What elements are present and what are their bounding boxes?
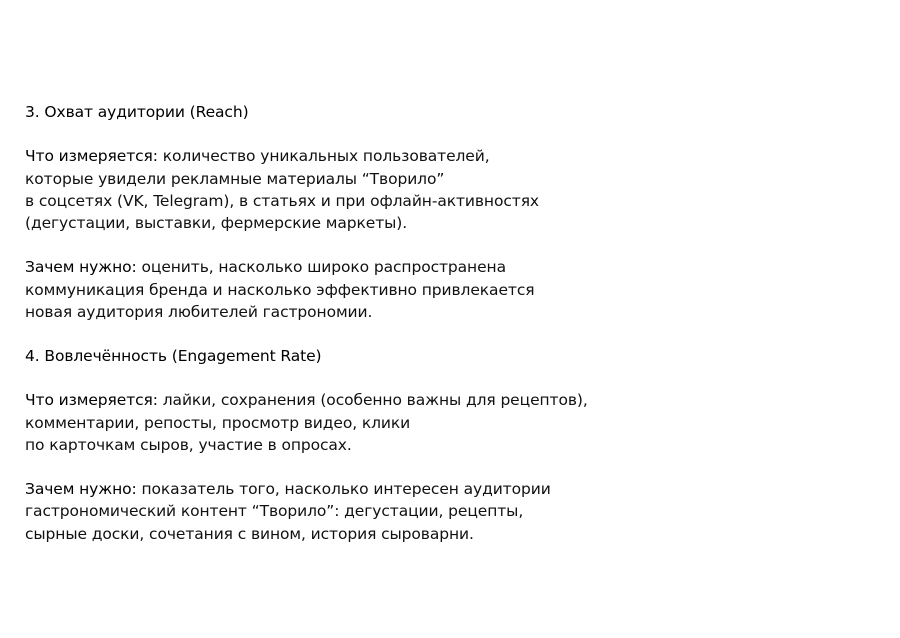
engagement-what-text-2: комментарии, репосты, просмотр видео, клики [25, 413, 411, 432]
reach-what-line-1 [25, 145, 885, 167]
reach-why-line-1 [25, 256, 885, 278]
section-heading-reach: 3. Охват аудитории (Reach) [25, 103, 249, 121]
spacer [25, 123, 885, 145]
reach-what-text-2: которые увидели рекламные материалы “Творило” [25, 169, 445, 188]
reach-why-text-2: коммуникация бренда и насколько эффективно привлекается [25, 280, 535, 299]
what-is-measured-label: Что измеряется: [25, 147, 158, 166]
spacer [25, 456, 885, 478]
reach-why-text-1: оценить, насколько широко распространена [136, 258, 506, 277]
engagement-why-text-2: гастрономический контент “Творило”: дегустации, рецепты, [25, 502, 524, 521]
engagement-why-line-1 [25, 478, 885, 500]
why-needed-label: Зачем нужно: [25, 258, 137, 277]
reach-what-text-4: (дегустации, выставки, фермерские маркеты). [25, 213, 408, 232]
engagement-what-text-3: по карточкам сыров, участие в опросах. [25, 435, 352, 454]
spacer [25, 234, 885, 256]
engagement-what-text-1: лайки, сохранения (особенно важны для рецептов), [157, 391, 588, 410]
why-needed-label: Зачем нужно: [25, 480, 137, 499]
document-page [25, 101, 885, 545]
spacer [25, 367, 885, 389]
engagement-what-line-1 [25, 389, 885, 411]
spacer [25, 323, 885, 345]
engagement-why-text-1: показатель того, насколько интересен аудитории [136, 480, 551, 499]
section-heading-engagement: 4. Вовлечённость (Engagement Rate) [25, 347, 322, 366]
engagement-why-text-3: сырные доски, сочетания с вином, история сыроварни. [25, 524, 474, 543]
reach-what-text-1: количество уникальных пользователей, [157, 147, 490, 166]
what-is-measured-label: Что измеряется: [25, 391, 158, 410]
reach-what-text-3: в соцсетях (VK, Telegram), в статьях и при офлайн-активностях [25, 191, 539, 210]
reach-why-text-3: новая аудитория любителей гастрономии. [25, 302, 373, 321]
